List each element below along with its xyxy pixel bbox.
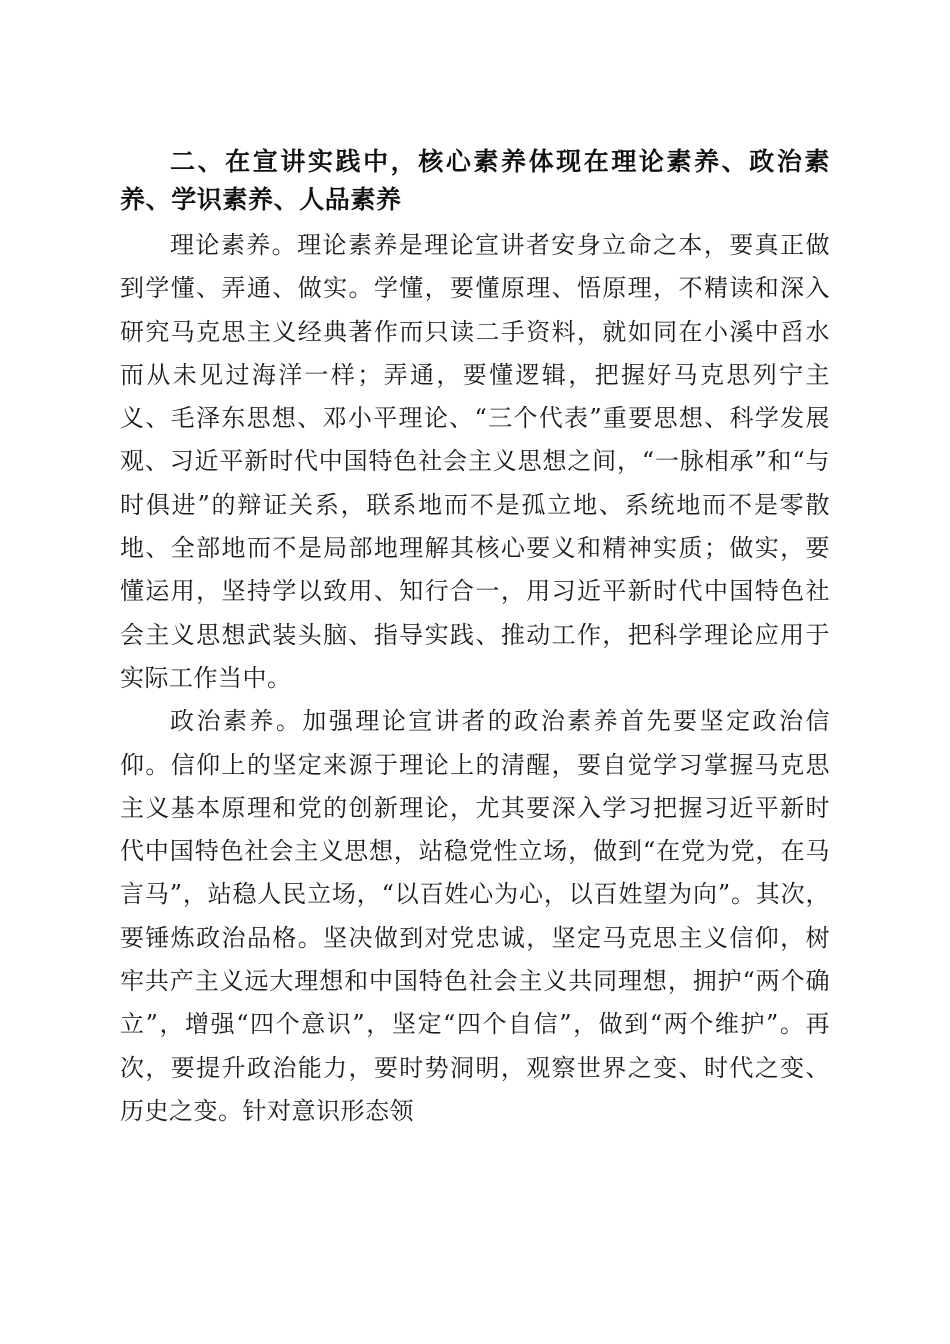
section-heading: 二、在宣讲实践中，核心素养体现在理论素养、政治素养、学识素养、人品素养 (120, 147, 830, 214)
paragraph-political-literacy: 政治素养。加强理论宣讲者的政治素养首先要坚定政治信仰。信仰上的坚定来源于理论上的清醒，要自觉学习掌握马克思主义基本原理和党的创新理论，尤其要深入学习把握习近平新时代中国特色社会主义思想，站稳党性立场，做到“在党为党，在马言马”，站稳人民立场，“以百姓心为心，以百姓望为向”。其次，要锤炼政治品格。坚决做到对党忠诚，坚定马克思主义信仰，树牢共产主义远大理想和中国特色社会主义共同理想，拥护“两个确立”，增强“四个意识”，坚定“四个自信”，做到“两个维护”。再次，要提升政治能力，要时势洞明，观察世界之变、时代之变、历史之变。针对意识形态领 (120, 707, 830, 1125)
paragraph-theory-literacy: 理论素养。理论素养是理论宣讲者安身立命之本，要真正做到学懂、弄通、做实。学懂，要懂原理、悟原理，不精读和深入研究马克思主义经典著作而只读二手资料，就如同在小溪中舀水而从未见过海洋一样；弄通，要懂逻辑，把握好马克思列宁主义、毛泽东思想、邓小平理论、“三个代表”重要思想、科学发展观、习近平新时代中国特色社会主义思想之间，“一脉相承”和“与时俱进”的辩证关系，联系地而不是孤立地、系统地而不是零散地、全部地而不是局部地理解其核心要义和精神实质；做实，要懂运用，坚持学以致用、知行合一，用习近平新时代中国特色社会主义思想武装头脑、指导实践、推动工作，把科学理论应用于实际工作当中。 (120, 231, 830, 692)
document-page (120, 143, 830, 1133)
